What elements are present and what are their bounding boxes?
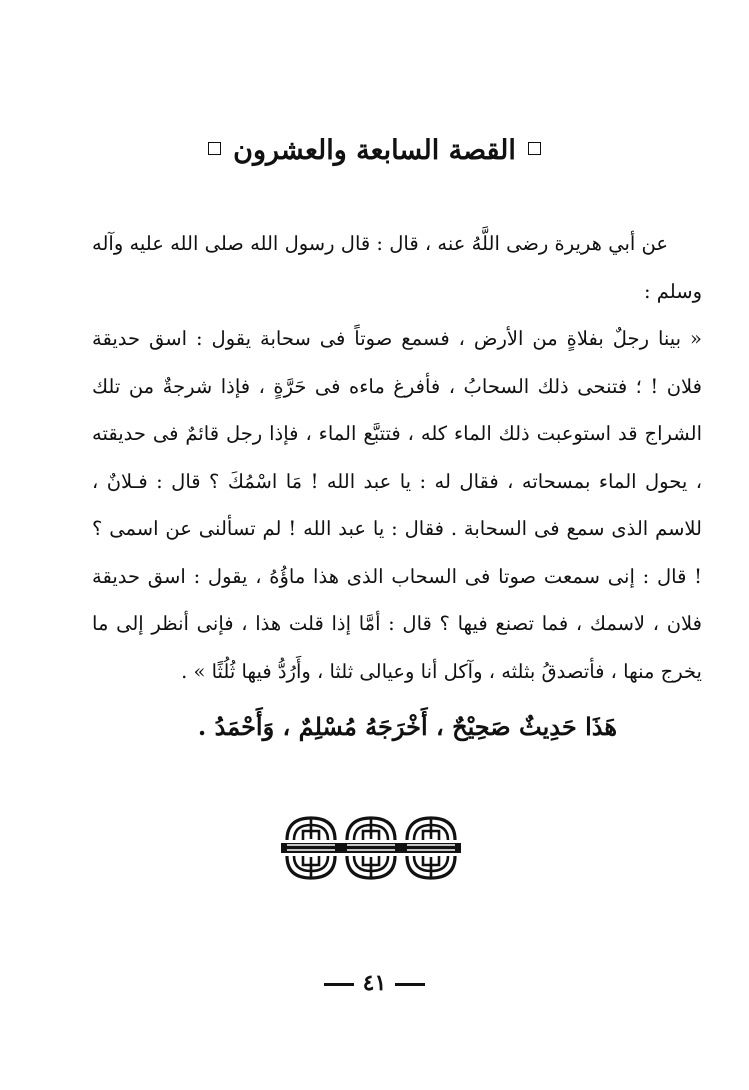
hadith-paragraph: « بينا رجلٌ بفلاةٍ من الأرض ، فسمع صوتاً فى سحابة يقول : اسق حديقة فلان ! ؛ فتنحى ذلك السحابُ ، فأفرغ ماءه فى حَرَّةٍ ، فإذا شرجةٌ من تلك الشراج قد استوعبت ذلك الماء كله ، فتتبَّع الماء ، فإذا رجل قائمٌ فى حديقته ، يحول الماء بمسحاته ، فقال له : يا عبد الله ! مَا اسْمُكَ ؟ قال : فـلانٌ ، للاسم الذى سمع فى السحابة . فقال : يا عبد الله ! لم تسألنى عن اسمى ؟ ! قال : إنى سمعت صوتا فى السحاب الذى هذا ماؤُهُ ، يقول : اسق حديقة فلان ، لاسمك ، فما تصنع فيها ؟ قال : أمَّا إذا قلت هذا ، فإنى أنظر إلى ما يخرج منها ، فأتصدقُ بثلثه ، وآكل أنا وعيالى ثلثا ، وأَرُدُّ فيها ثُلُثًا » . [92, 327, 702, 683]
hadith-verdict: هَذَا حَدِيثٌ صَحِيْحٌ ، أَخْرَجَهُ مُسْلِمٌ ، وَأَحْمَدُ . [197, 712, 617, 741]
dash-left [324, 983, 354, 986]
intro-paragraph: عن أبي هريرة رضى اللَّهُ عنه ، قال : قال رسول الله صلى الله عليه وآله وسلم : [92, 232, 702, 303]
title-square-right-icon [528, 142, 541, 155]
dash-right [395, 983, 425, 986]
page-title [0, 128, 749, 174]
page-number-footer [0, 970, 749, 996]
title-square-left-icon [208, 142, 221, 155]
story-body [92, 220, 702, 695]
knot-ornament-icon [280, 812, 462, 884]
story-title: القصة السابعة والعشرون [233, 135, 516, 166]
page-number: ٤١ [362, 970, 387, 996]
